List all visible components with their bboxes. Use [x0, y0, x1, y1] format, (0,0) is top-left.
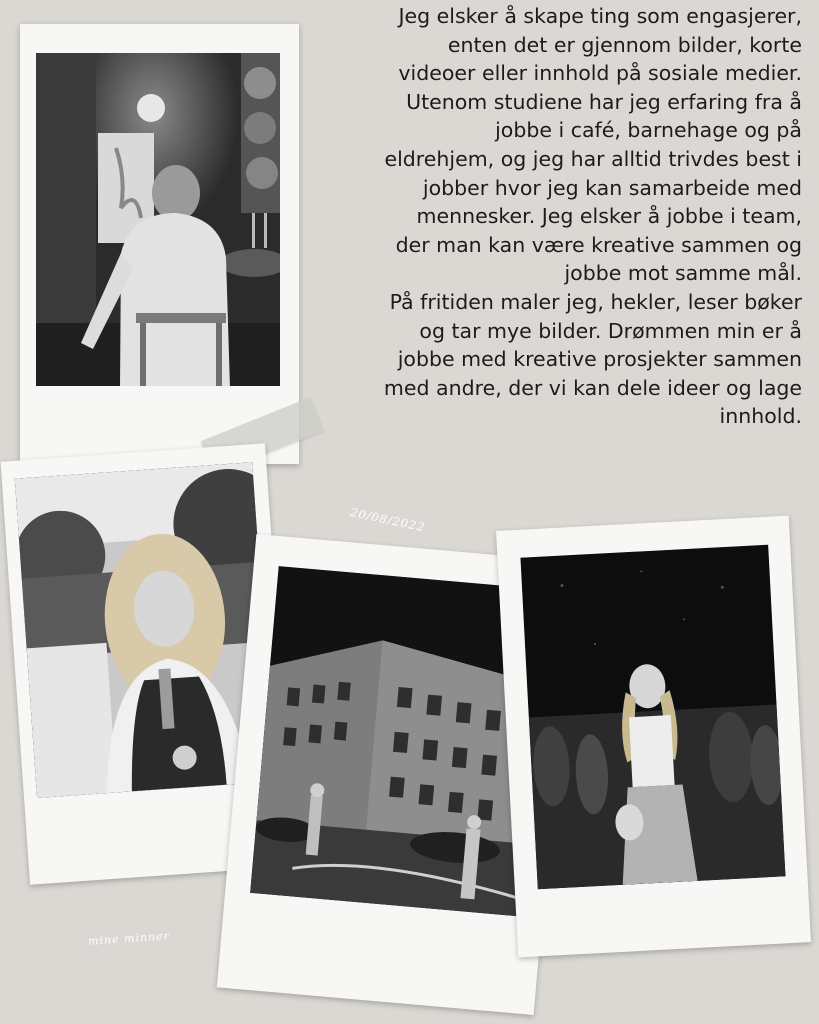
photo-night — [520, 545, 785, 890]
polaroid-night — [496, 516, 811, 958]
photo-painting — [36, 53, 280, 386]
photo-bunad — [15, 462, 275, 798]
date-label: 20/08/2022 — [349, 505, 427, 535]
polaroid-painting — [20, 24, 299, 464]
intro-paragraph: Jeg elsker å skape ting som engasjerer, enten det er gjennom bilder, korte videoer eller innhold på sosiale medier. Utenom studiene har jeg erfaring fra å jobbe i café, barnehage og på eldrehjem, og jeg har alltid trivdes best i jobber hvor jeg kan samarbeide med mennesker. Jeg elsker å jobbe i team, der man kan være kreative sammen og jobbe mot samme mål. På fritiden maler jeg, hekler, leser bøker og tar mye bilder. Drømmen min er å jobbe med kreative prosjekter sammen med andre, der vi kan dele ideer og lage innhold. — [383, 4, 802, 429]
memories-caption: mine minner — [87, 929, 171, 948]
